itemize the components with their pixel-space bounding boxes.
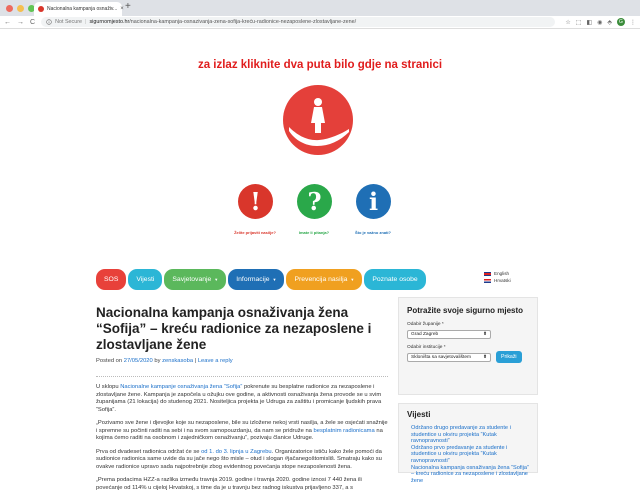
caret-down-icon: ▼ xyxy=(272,277,277,282)
menu-item-label: Vijesti xyxy=(136,276,155,283)
logo-woman-hand[interactable] xyxy=(283,85,353,155)
web-page xyxy=(0,29,640,491)
bookmark-star-icon[interactable]: ☆ xyxy=(565,19,571,26)
question-icon[interactable]: ? xyxy=(297,184,332,219)
extension-icon-3[interactable]: ◉ xyxy=(597,19,603,26)
caret-down-icon: ▼ xyxy=(214,277,219,282)
paragraph-3: Prva od dvadeset radionica održat će se od 1. do 3. lipnja u Zagrebu. Organizatorice ističu kako žele pomoći da sudionice radionica same uvide da su jače nego što misle – otud i slogan #jačanegoštomisliš. Smatraju kako su ovakve radionice upravo sada najpotrebnije zbog evidentnog povećanja stope nezaposlenosti žena. xyxy=(96,448,382,470)
menu-item-vijesti[interactable] xyxy=(128,269,162,290)
back-icon[interactable]: ← xyxy=(4,18,11,26)
widget-title: Potražite svoje sigurno mjesto xyxy=(407,306,524,315)
menu-item-label: SOS xyxy=(104,276,119,283)
news-widget xyxy=(398,403,538,484)
campaign-link[interactable]: Nacionalne kampanje osnaživanja žena “Sofija” xyxy=(120,384,243,390)
institution-label: Odabir institucije * xyxy=(407,345,446,350)
select-arrows-icon: ⬍ xyxy=(482,332,487,337)
url-domain: sigurnomjesto.hr xyxy=(89,19,130,25)
profile-avatar[interactable]: G xyxy=(617,18,625,26)
article-title: Nacionalna kampanja osnaživanja žena “Sofija” – kreću radionice za nezaposlene i zlostavljane žene xyxy=(96,305,372,352)
reload-icon[interactable]: C xyxy=(30,18,36,26)
uk-flag-icon xyxy=(484,272,491,277)
menu-kebab-icon[interactable]: ⋮ xyxy=(630,19,636,26)
tab-close-icon[interactable]: × xyxy=(120,6,124,12)
menu-item-informacije[interactable] xyxy=(228,269,284,290)
paragraph-4: „Prema podacima HZZ-a razlika između travnja 2019. godine i travnja 2020. godine iznosi 7 440 žena ili povećanje od 114% u cijeloj Hrvatskoj, s time da je u travnju bez radnog iskustva prijavljeno 337, a s xyxy=(96,477,362,491)
divider xyxy=(96,376,388,377)
menu-item-poznate-osobe[interactable] xyxy=(364,269,425,290)
exclamation-icon[interactable]: ! xyxy=(238,184,273,219)
woman-in-hand-icon xyxy=(283,85,353,155)
croatia-flag-icon xyxy=(484,279,491,284)
menu-item-sos[interactable] xyxy=(96,269,126,290)
icon-caption[interactable]: Što je važno znati? xyxy=(354,230,391,235)
language-switcher xyxy=(484,270,511,284)
extensions-area xyxy=(565,18,636,26)
icon-caption[interactable]: Imate li pitanja? xyxy=(298,230,330,235)
extension-icon[interactable]: ⬚ xyxy=(575,19,582,26)
menu-item-label: Informacije xyxy=(236,276,270,283)
leave-reply-link[interactable]: Leave a reply xyxy=(197,358,233,364)
paragraph-1: U sklopu Nacionalne kampanje osnaživanja žena “Sofija” pokrenute su besplatne radionice za nezaposlene i zlostavljane žene. Kampanja je započela u ožujku ove godine, a aktivnosti osnaživanja žena provode se u svim županijama (21 lokacija) do studenog 2021. Nositeljica projekta je Udruga za zaštitu i promicanje ljudskih prava “Sofija”. xyxy=(96,384,382,413)
institution-select[interactable]: Skloništa sa savjetovalištem ⬍ xyxy=(407,353,491,362)
county-select[interactable]: Grad Zagreb ⬍ xyxy=(407,330,491,339)
browser-tab[interactable] xyxy=(34,2,122,16)
tab-title: Nacionalna kampanja osnaživ... xyxy=(47,6,118,12)
security-label: Not Secure xyxy=(55,19,83,25)
zagreb-dates-link[interactable]: od 1. do 3. lipnja u Zagrebu xyxy=(201,448,272,455)
new-tab-button[interactable]: + xyxy=(125,1,131,12)
main-menu xyxy=(96,269,426,290)
icon-caption[interactable]: Želite prijaviti nasilje? xyxy=(234,230,276,235)
county-label: Odabir županije * xyxy=(407,322,444,327)
url-path: /nacionalna-kampanja-osnazivanja-zena-sofija-kreću-radionice-nezaposlene-zlostavljane-zene/ xyxy=(129,19,357,25)
news-title: Vijesti xyxy=(407,410,431,419)
browser-toolbar xyxy=(0,16,640,29)
paragraph-2: „Pozivamo sve žene i djevojke koje su nezaposlene, bile su izložene nekoj vrsti nasilja, a žele se osjećati snažnije i spremne su počinti raditi na sebi i na svom samopouzdanju, da nam se pridruže na besplatnim radionicama na kojima ćemo raditi na osobnom i zajedničkom osnaživanju”, pozivaju članice Udruge. xyxy=(96,420,388,441)
search-widget xyxy=(398,297,538,395)
lang-croatian[interactable]: Hrvatski xyxy=(484,277,511,284)
minimize-window-dot[interactable] xyxy=(17,5,24,12)
info-icon[interactable]: i xyxy=(356,184,391,219)
menu-item-label: Savjetovanje xyxy=(172,276,212,283)
extension-icon-2[interactable]: ◧ xyxy=(586,19,593,26)
window-controls xyxy=(6,5,35,12)
close-window-dot[interactable] xyxy=(6,5,13,12)
news-item[interactable]: Nacionalna kampanja osnaživanja žena “Sofija” – kreću radionice za nezaposlene i zlostavljane žene xyxy=(411,464,529,484)
menu-item-prevencija-nasilja[interactable] xyxy=(286,269,362,290)
lang-english[interactable]: English xyxy=(484,270,511,277)
forward-icon[interactable]: → xyxy=(17,18,24,26)
address-bar[interactable]: Not Secure | sigurnomjesto.hr/nacionalna-kampanja-osnazivanja-zena-sofija-kreću-radionice-nezaposlene-zlostavljane-zene/ xyxy=(41,17,555,27)
menu-item-label: Prevencija nasilja xyxy=(294,276,348,283)
article-date-link[interactable]: 27/05/2020 xyxy=(123,358,153,364)
menu-item-savjetovanje[interactable] xyxy=(164,269,226,290)
article xyxy=(96,305,388,498)
caret-down-icon: ▼ xyxy=(350,277,355,282)
author-link[interactable]: zenskasoba xyxy=(162,358,194,364)
info-circle-icon xyxy=(46,19,52,25)
extension-icon-4[interactable]: ⬘ xyxy=(607,19,612,26)
article-meta: Posted on 27/05/2020 by zenskasoba | Leave a reply xyxy=(96,358,233,364)
favicon-icon xyxy=(38,6,44,12)
news-item[interactable]: Održano drugo predavanje za studente i studentice u okviru projekta “Kutak ravnopravnosti” xyxy=(411,425,511,445)
news-list xyxy=(407,425,529,484)
select-arrows-icon-2: ⬍ xyxy=(482,355,487,360)
workshops-link[interactable]: besplatnim radionicama xyxy=(313,427,375,434)
menu-item-label: Poznate osobe xyxy=(372,276,418,283)
browser-tab-strip xyxy=(0,0,640,16)
exit-banner[interactable]: za izlaz kliknite dva puta bilo gdje na stranici xyxy=(197,59,443,71)
news-item[interactable]: Održano prvo predavanje za studente i studentice u okviru projekta “Kutak ravnopravnosti” xyxy=(411,444,508,464)
show-button[interactable]: Prikaži xyxy=(496,351,522,363)
